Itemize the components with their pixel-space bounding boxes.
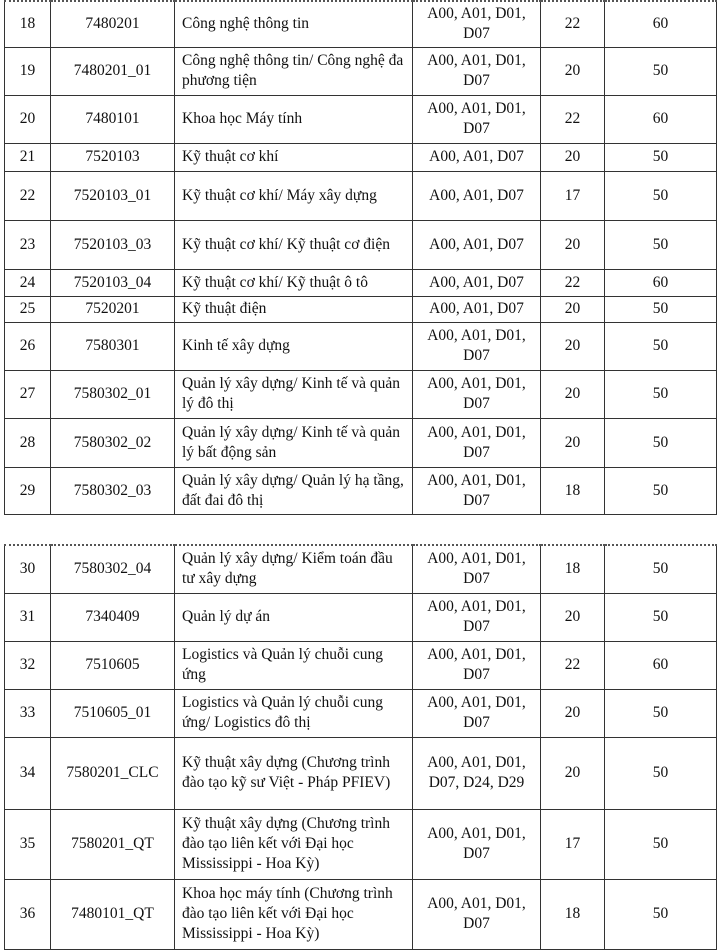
row-number: 34 [5,737,51,809]
row-number: 20 [5,95,51,143]
major-code: 7480201_01 [51,47,175,95]
table-body-part-2 [5,545,717,949]
major-code: 7480101 [51,95,175,143]
threshold-score: 20 [541,689,605,737]
major-name: Quản lý xây dựng/ Quản lý hạ tầng, đất đai đô thị [175,467,413,514]
table-row [5,220,717,269]
row-number: 26 [5,322,51,370]
row-number: 21 [5,143,51,171]
subject-combinations: A00, A01, D07 [413,269,541,296]
table-body-part-1 [5,1,717,514]
enrollment-quota: 60 [605,269,717,296]
threshold-score: 20 [541,322,605,370]
major-name: Kinh tế xây dựng [175,322,413,370]
subject-combinations: A00, A01, D01, D07 [413,879,541,949]
major-code: 7480101_QT [51,879,175,949]
table-row [5,322,717,370]
row-number: 23 [5,220,51,269]
table-row [5,95,717,143]
major-code: 7520103 [51,143,175,171]
enrollment-quota: 60 [605,1,717,47]
row-number: 33 [5,689,51,737]
major-name: Kỹ thuật cơ khí/ Kỹ thuật ô tô [175,269,413,296]
row-number: 27 [5,370,51,418]
major-code: 7580302_01 [51,370,175,418]
major-name: Kỹ thuật cơ khí [175,143,413,171]
row-number: 35 [5,809,51,879]
enrollment-quota: 50 [605,593,717,641]
threshold-score: 17 [541,809,605,879]
major-code: 7520103_04 [51,269,175,296]
table-row [5,467,717,514]
major-name: Công nghệ thông tin/ Công nghệ đa phương tiện [175,47,413,95]
enrollment-quota: 60 [605,641,717,689]
row-number: 28 [5,418,51,467]
major-name: Kỹ thuật điện [175,296,413,322]
threshold-score: 22 [541,641,605,689]
threshold-score: 20 [541,418,605,467]
major-name: Khoa học máy tính (Chương trình đào tạo liên kết với Đại học Mississippi - Hoa Kỳ) [175,879,413,949]
threshold-score: 18 [541,545,605,593]
row-number: 24 [5,269,51,296]
subject-combinations: A00, A01, D07 [413,296,541,322]
threshold-score: 18 [541,467,605,514]
enrollment-quota: 50 [605,47,717,95]
table-row [5,269,717,296]
enrollment-quota: 50 [605,879,717,949]
major-code: 7580301 [51,322,175,370]
enrollment-quota: 50 [605,545,717,593]
row-number: 36 [5,879,51,949]
threshold-score: 20 [541,143,605,171]
major-name: Logistics và Quản lý chuỗi cung ứng/ Logistics đô thị [175,689,413,737]
subject-combinations: A00, A01, D01, D07, D24, D29 [413,737,541,809]
table-row [5,737,717,809]
table-row [5,689,717,737]
threshold-score: 20 [541,370,605,418]
threshold-score: 20 [541,296,605,322]
table-row [5,370,717,418]
major-code: 7580302_03 [51,467,175,514]
enrollment-quota: 50 [605,370,717,418]
enrollment-quota: 50 [605,296,717,322]
threshold-score: 18 [541,879,605,949]
table-row [5,171,717,220]
enrollment-quota: 60 [605,95,717,143]
subject-combinations: A00, A01, D01, D07 [413,47,541,95]
row-number: 31 [5,593,51,641]
enrollment-quota: 50 [605,322,717,370]
table-row [5,545,717,593]
major-code: 7580201_CLC [51,737,175,809]
table-row [5,47,717,95]
subject-combinations: A00, A01, D07 [413,143,541,171]
row-number: 29 [5,467,51,514]
threshold-score: 17 [541,171,605,220]
row-number: 18 [5,1,51,47]
table-row [5,641,717,689]
enrollment-quota: 50 [605,689,717,737]
major-code: 7520201 [51,296,175,322]
threshold-score: 22 [541,1,605,47]
major-code: 7480201 [51,1,175,47]
subject-combinations: A00, A01, D01, D07 [413,467,541,514]
table-row [5,593,717,641]
major-code: 7520103_01 [51,171,175,220]
table-row [5,143,717,171]
table-row [5,296,717,322]
major-name: Quản lý xây dựng/ Kinh tế và quản lý đô thị [175,370,413,418]
enrollment-quota: 50 [605,737,717,809]
major-code: 7580302_02 [51,418,175,467]
row-number: 25 [5,296,51,322]
subject-combinations: A00, A01, D07 [413,220,541,269]
major-name: Logistics và Quản lý chuỗi cung ứng [175,641,413,689]
subject-combinations: A00, A01, D01, D07 [413,370,541,418]
major-code: 7520103_03 [51,220,175,269]
enrollment-quota: 50 [605,418,717,467]
admission-table-part-2 [4,544,717,950]
threshold-score: 20 [541,220,605,269]
major-code: 7510605 [51,641,175,689]
major-name: Kỹ thuật xây dựng (Chương trình đào tạo kỹ sư Việt - Pháp PFIEV) [175,737,413,809]
major-name: Công nghệ thông tin [175,1,413,47]
threshold-score: 20 [541,47,605,95]
major-name: Quản lý xây dựng/ Kiểm toán đầu tư xây dựng [175,545,413,593]
major-name: Quản lý dự án [175,593,413,641]
subject-combinations: A00, A01, D01, D07 [413,545,541,593]
major-code: 7340409 [51,593,175,641]
subject-combinations: A00, A01, D07 [413,171,541,220]
major-code: 7580302_04 [51,545,175,593]
enrollment-quota: 50 [605,467,717,514]
subject-combinations: A00, A01, D01, D07 [413,809,541,879]
enrollment-quota: 50 [605,171,717,220]
subject-combinations: A00, A01, D01, D07 [413,418,541,467]
subject-combinations: A00, A01, D01, D07 [413,689,541,737]
subject-combinations: A00, A01, D01, D07 [413,322,541,370]
row-number: 30 [5,545,51,593]
major-code: 7580201_QT [51,809,175,879]
table-row [5,809,717,879]
major-name: Kỹ thuật cơ khí/ Kỹ thuật cơ điện [175,220,413,269]
subject-combinations: A00, A01, D01, D07 [413,1,541,47]
threshold-score: 20 [541,593,605,641]
table-row [5,418,717,467]
enrollment-quota: 50 [605,220,717,269]
table-row [5,1,717,47]
enrollment-quota: 50 [605,809,717,879]
major-name: Khoa học Máy tính [175,95,413,143]
table-row [5,879,717,949]
threshold-score: 22 [541,95,605,143]
admission-table-part-1 [4,0,717,515]
major-name: Kỹ thuật cơ khí/ Máy xây dựng [175,171,413,220]
subject-combinations: A00, A01, D01, D07 [413,95,541,143]
major-code: 7510605_01 [51,689,175,737]
major-name: Kỹ thuật xây dựng (Chương trình đào tạo liên kết với Đại học Mississippi - Hoa Kỳ) [175,809,413,879]
row-number: 19 [5,47,51,95]
threshold-score: 22 [541,269,605,296]
row-number: 22 [5,171,51,220]
major-name: Quản lý xây dựng/ Kinh tế và quản lý bất động sản [175,418,413,467]
threshold-score: 20 [541,737,605,809]
row-number: 32 [5,641,51,689]
enrollment-quota: 50 [605,143,717,171]
subject-combinations: A00, A01, D01, D07 [413,593,541,641]
subject-combinations: A00, A01, D01, D07 [413,641,541,689]
